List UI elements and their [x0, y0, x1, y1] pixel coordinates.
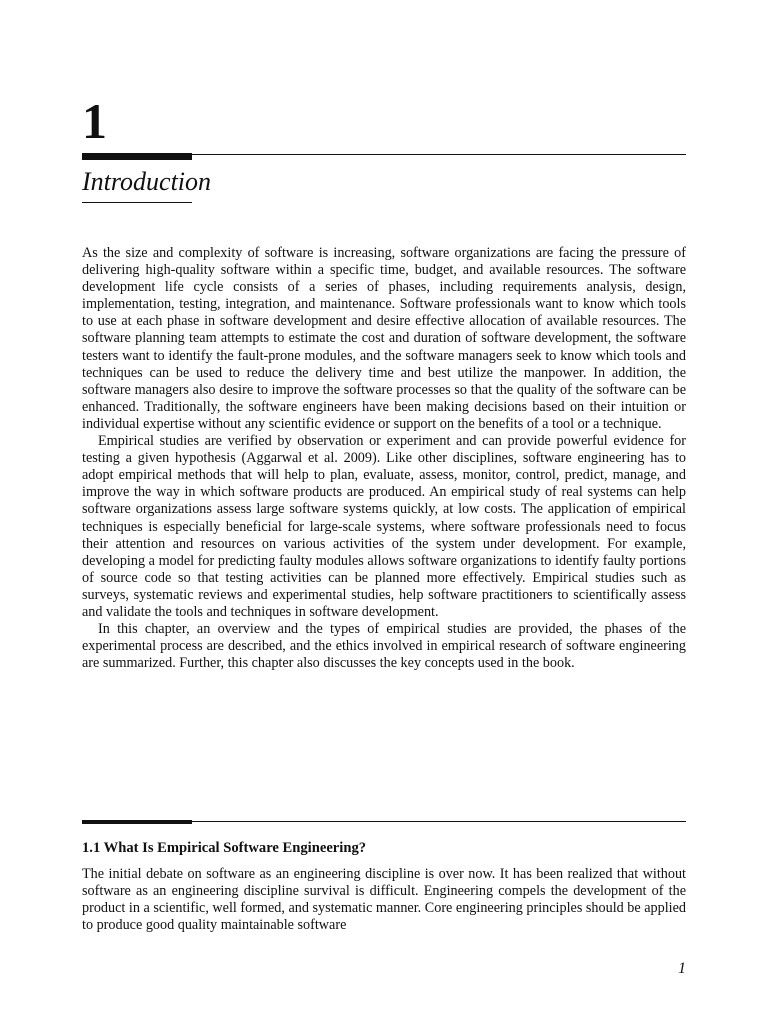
intro-paragraph-1: As the size and complexity of software is increasing, software organizations are facing the pressure of delivering high-quality software within a specific time, budget, and available resources. The software development life cycle consists of a series of phases, including requirements analysis, design, implementation, testing, integration, and maintenance. Software professionals want to know which tools to use at each phase in software development and desire effective allocation of available resources. The software planning team attempts to estimate the cost and duration of software development, the software testers want to identify the fault-prone modules, and the software managers seek to know which tools and techniques can be used to reduce the delivery time and best utilize the manpower. In addition, the software managers also desire to improve the software processes so that the quality of the software can be enhanced. Traditionally, the software engineers have been making decisions based on their intuition or individual expertise without any scientific evidence or support on the benefits of a tool or a technique. [82, 245, 686, 432]
intro-text [82, 245, 686, 672]
chapter-header-accent-bar [82, 153, 192, 160]
chapter-title-underline [82, 202, 192, 203]
section-heading: 1.1 What Is Empirical Software Engineering? [82, 840, 367, 856]
section-paragraph-1: The initial debate on software as an engineering discipline is over now. It has been realized that without software as an engineering discipline survival is difficult. Engineering compels the development of the product in a scientific, well formed, and systematic manner. Core engineering principles should be applied to produce good quality maintainable software [82, 866, 686, 934]
intro-paragraph-2: Empirical studies are verified by observation or experiment and can provide powerful evidence for testing a given hypothesis (Aggarwal et al. 2009). Like other disciplines, software engineering has to adopt empirical methods that will help to plan, evaluate, assess, monitor, control, predict, manage, and improve the way in which software products are produced. An empirical study of real systems can help software organizations assess large software systems quickly, at low costs. The application of empirical techniques is especially beneficial for large-scale systems, where software professionals need to focus their attention and resources on various activities of the system under development. For example, developing a model for predicting faulty modules allows software organizations to identify faulty portions of source code so that testing activities can be planned more effectively. Empirical studies such as surveys, systematic reviews and experimental studies, help software practitioners to scientifically assess and validate the tools and techniques in software development. [82, 433, 686, 620]
intro-paragraph-3: In this chapter, an overview and the types of empirical studies are provided, the phases of the experimental process are described, and the ethics involved in empirical research of software engineering are summarized. Further, this chapter also discusses the key concepts used in the book. [82, 621, 686, 672]
section-text [82, 866, 686, 934]
section-accent-bar [82, 820, 192, 824]
page-number: 1 [678, 960, 686, 977]
chapter-title: Introduction [82, 167, 212, 196]
chapter-number: 1 [82, 93, 107, 149]
